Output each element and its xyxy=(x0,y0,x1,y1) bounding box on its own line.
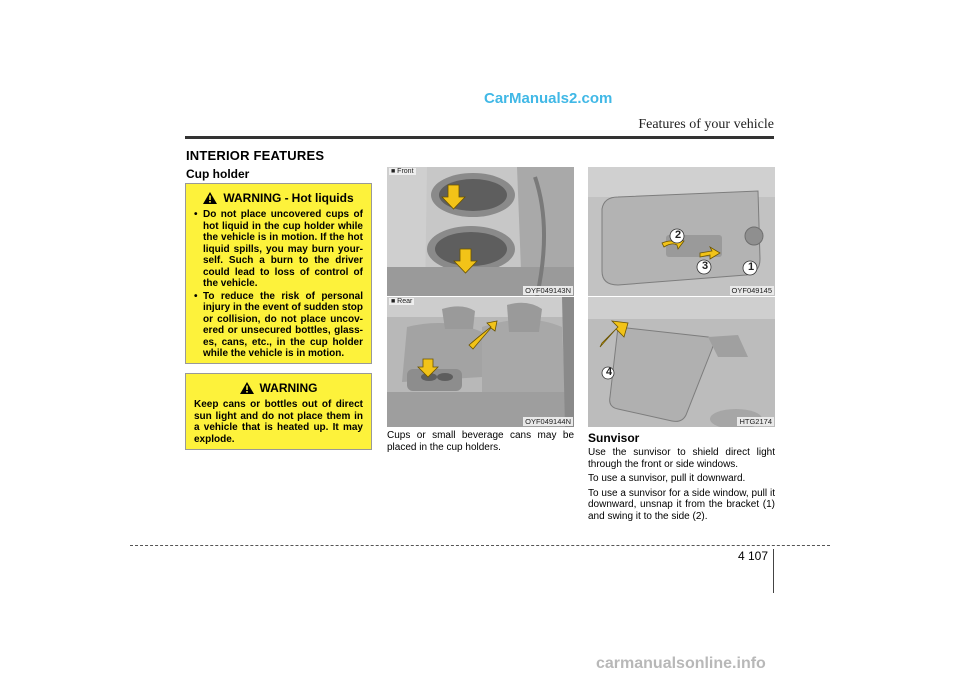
warning-explode-box xyxy=(185,373,372,450)
watermark-bottom: carmanualsonline.info xyxy=(596,655,766,672)
sunvisor-heading: Sunvisor xyxy=(588,431,640,445)
page-vertical-rule xyxy=(773,549,774,593)
footer-rule xyxy=(130,545,830,546)
sunvisor-bottom-illustration xyxy=(588,297,775,427)
warning-explode-title xyxy=(186,381,371,395)
sunvisor-paragraph: Use the sunvisor to shield direct light through the front or side windows. xyxy=(588,447,775,470)
sunvisor-photo-top xyxy=(588,167,775,296)
photo-code-rear: OYF049144N xyxy=(525,417,571,426)
callout-2: 2 xyxy=(675,229,682,241)
warning2-title: WARNING xyxy=(259,381,318,395)
callout-4: 4 xyxy=(606,366,613,378)
page-number: 107 xyxy=(748,549,769,563)
warning-hot-liquids-box xyxy=(185,183,372,364)
cup-holder-front-illustration xyxy=(387,167,574,296)
warning-hot-liquids-title xyxy=(186,191,371,205)
sunvisor-paragraph: To use a sunvisor, pull it downward. xyxy=(588,473,746,484)
cup-holder-rear-photo xyxy=(387,297,574,427)
photo-code-sunvisor-bottom: HTG2174 xyxy=(739,417,772,426)
cup-holder-description: Cups or small beverage cans may be placed in the cup holders. xyxy=(387,430,574,453)
photo-code-front: OYF049143N xyxy=(525,286,571,295)
warning-title-sub: Hot liquids xyxy=(291,191,354,205)
watermark-top: CarManuals2.com xyxy=(484,90,613,107)
warning-item: • To reduce the risk of personal injury in the event of sudden stop or collision, do not place uncov-ered or unsecured bottles, glass-es, cans, etc., in the cup holder while the vehicle is in motion. xyxy=(194,291,363,360)
photo-tag-front: ■ Front xyxy=(391,168,414,175)
sunvisor-text xyxy=(588,447,775,525)
cup-holder-rear-illustration xyxy=(387,297,574,427)
warning-triangle-icon xyxy=(203,192,217,204)
section-title: INTERIOR FEATURES xyxy=(186,148,325,163)
cup-holder-front-photo xyxy=(387,167,574,296)
warning-hot-liquids-list xyxy=(186,205,371,360)
sunvisor-paragraph: To use a sunvisor for a side window, pull it downward, unsnap it from the bracket (1) and swing it to the side (2). xyxy=(588,487,775,522)
page-chapter: 4 xyxy=(738,549,745,563)
photo-code-sunvisor-top: OYF049145 xyxy=(731,286,772,295)
sunvisor-photo-bottom xyxy=(588,297,775,427)
photo-tag-rear: ■ Rear xyxy=(391,298,413,305)
callout-1: 1 xyxy=(748,261,755,273)
warning2-text: Keep cans or bottles out of direct sun light and do not place them in a vehicle that is heated up. It may explode. xyxy=(194,399,363,445)
warning-triangle-icon xyxy=(240,382,254,394)
header-rule xyxy=(185,136,774,139)
warning-item: • Do not place uncovered cups of hot liquid in the cup holder while the vehicle is in motion. If the hot liquid spills, you may burn your-self. Such a burn to the driver could lead to loss of control of the vehicle. xyxy=(194,209,363,290)
warning-title-main: WARNING - xyxy=(223,191,289,205)
header-title: Features of your vehicle xyxy=(638,117,774,132)
cup-holder-heading: Cup holder xyxy=(186,167,250,181)
callout-3: 3 xyxy=(702,260,709,272)
